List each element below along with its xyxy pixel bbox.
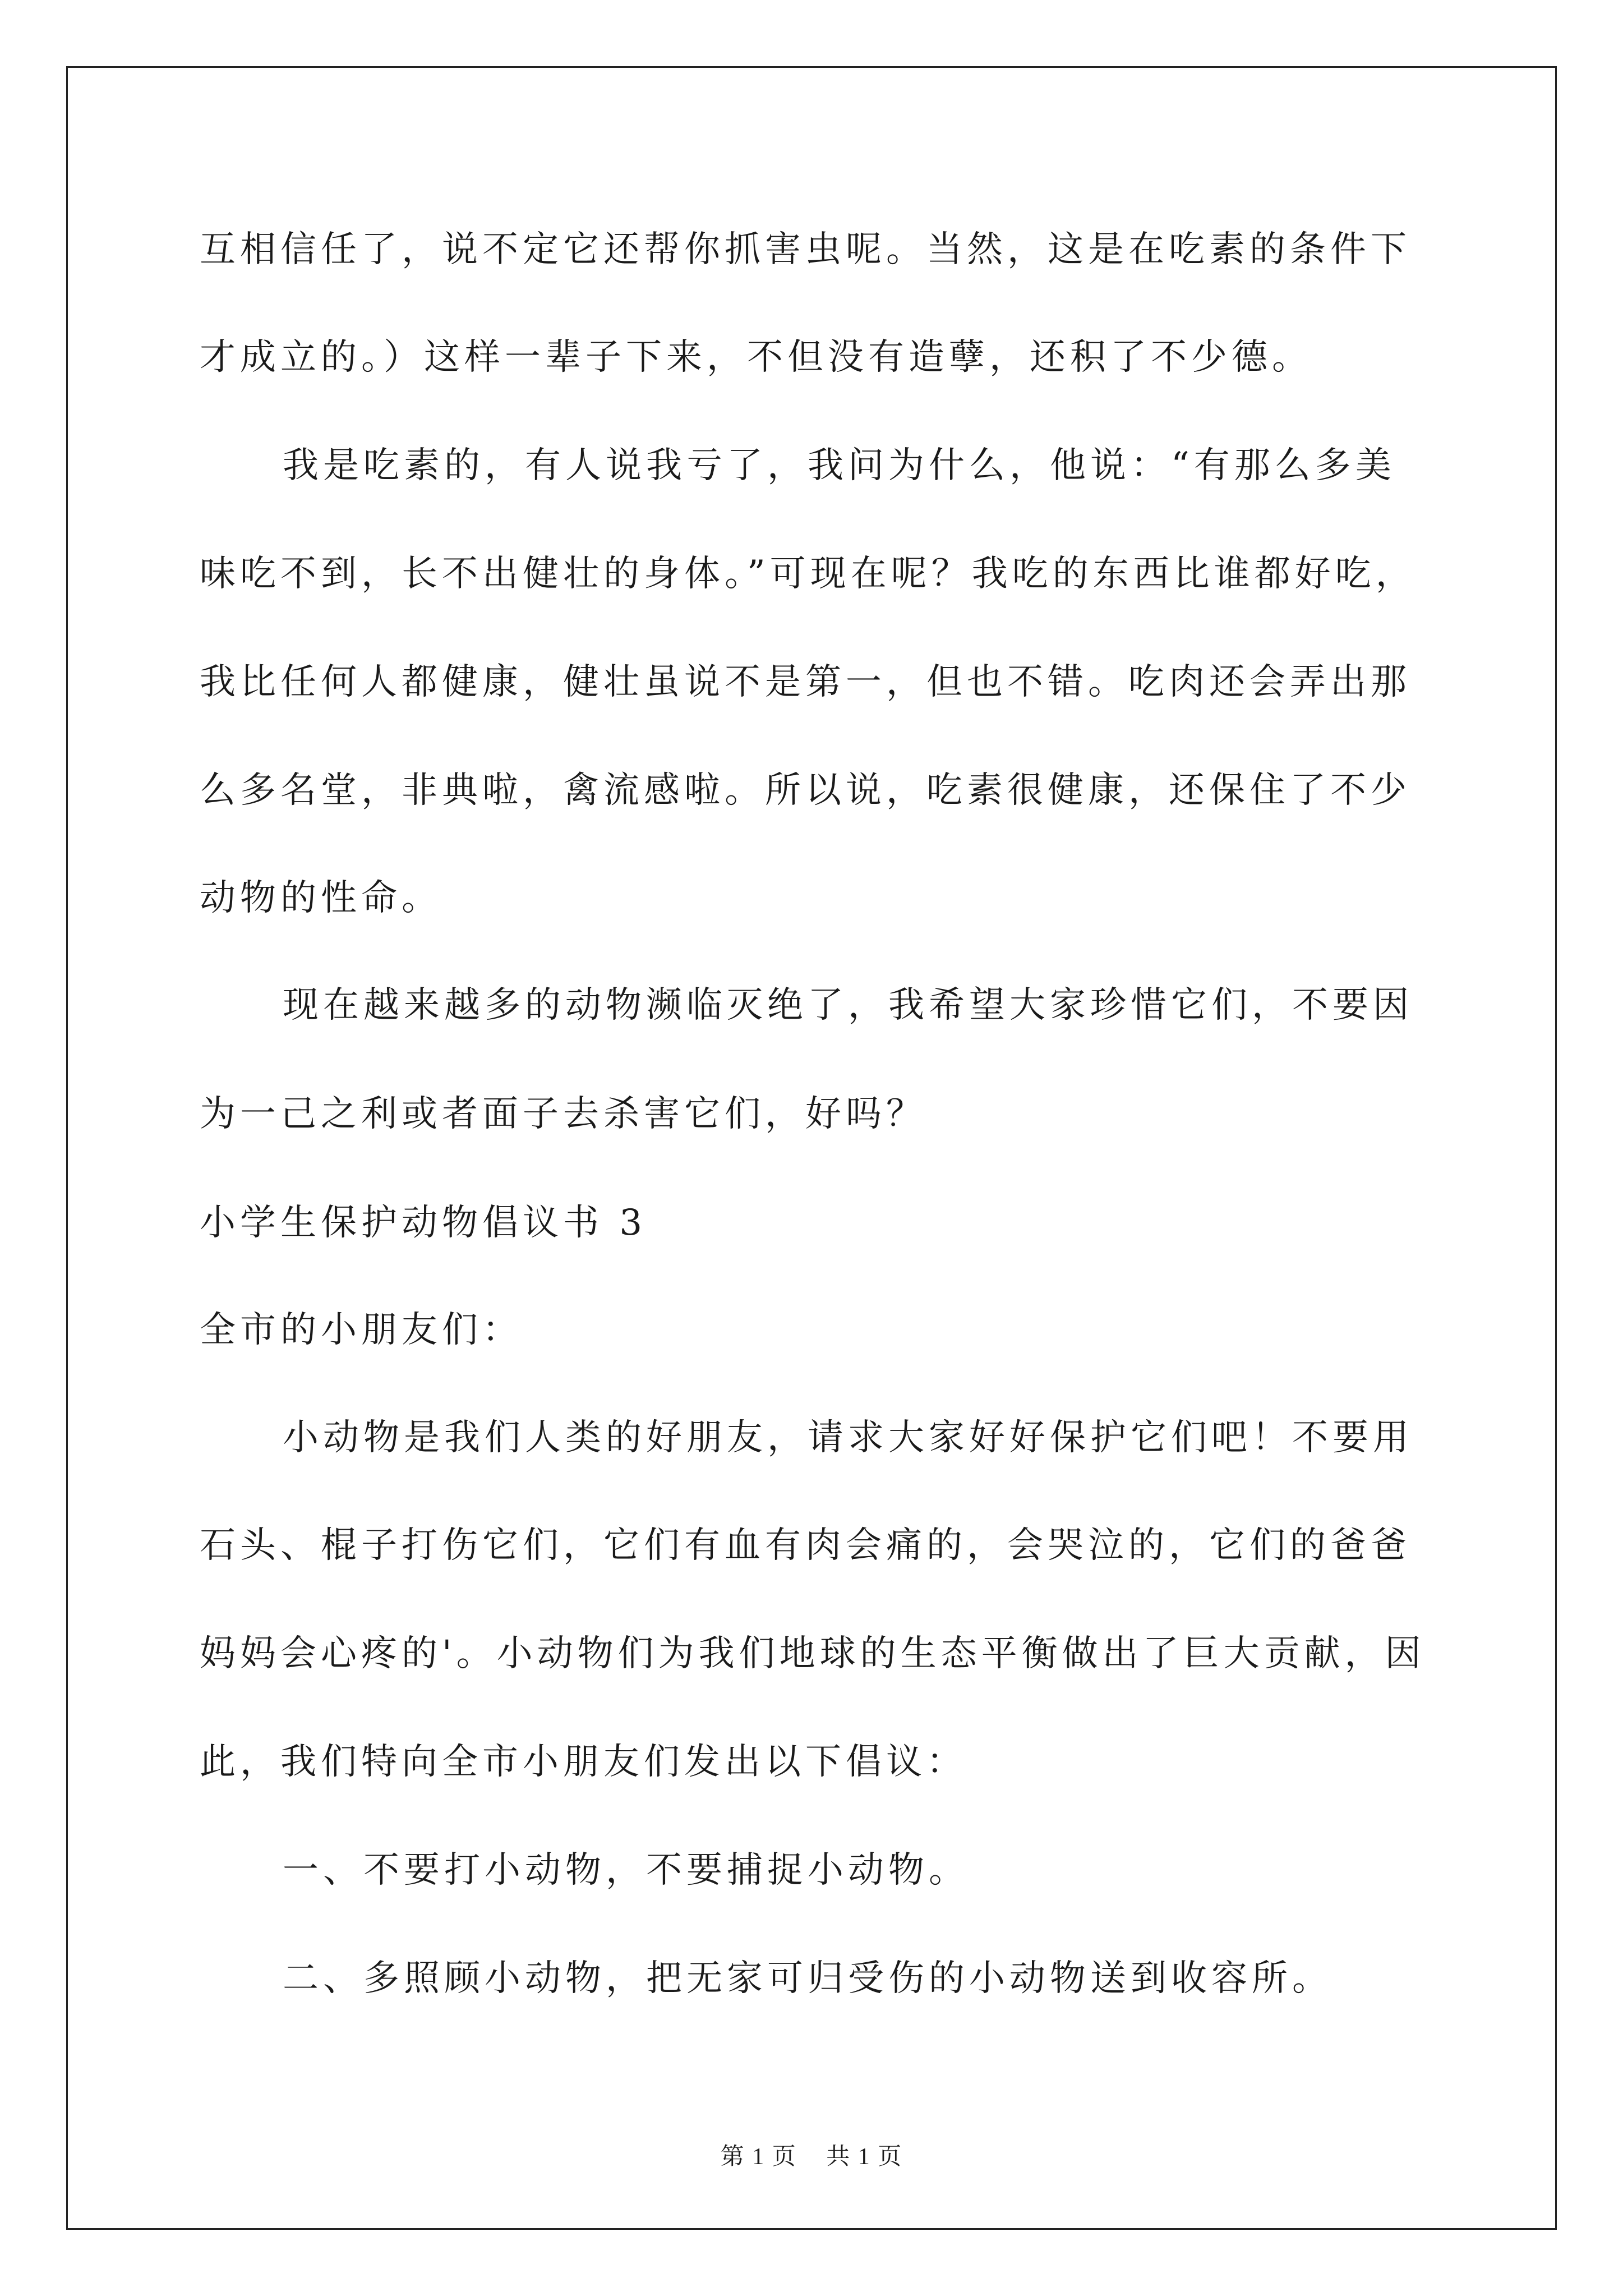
text-line: 此，我们特向全市小朋友们发出以下倡议： (200, 1741, 967, 1783)
text-line: 动物的性命。 (200, 877, 442, 919)
text-line: 石头、棍子打伤它们，它们有血有肉会痛的，会哭泣的，它们的爸爸 (200, 1525, 1411, 1566)
list-item: 一、不要打小动物，不要捕捉小动物。 (283, 1849, 969, 1891)
paragraph-line: 现在越来越多的动物濒临灭绝了，我希望大家珍惜它们，不要因 (283, 984, 1413, 1026)
list-item: 二、多照顾小动物，把无家可归受伤的小动物送到收容所。 (283, 1958, 1332, 1999)
salutation: 全市的小朋友们： (200, 1309, 523, 1351)
page-border (66, 66, 1557, 2230)
text-line: 为一己之利或者面子去杀害它们，好吗？ (200, 1093, 926, 1135)
text-line: 互相信任了，说不定它还帮你抓害虫呢。当然，这是在吃素的条件下 (200, 229, 1411, 270)
page-number: 第 1 页 (720, 2144, 797, 2170)
page-total: 共 1 页 (826, 2144, 903, 2170)
text-line: 么多名堂，非典啦，禽流感啦。所以说，吃素很健康，还保住了不少 (200, 770, 1411, 811)
text-line: 我比任何人都健康，健壮虽说不是第一，但也不错。吃肉还会弄出那 (200, 661, 1411, 703)
section-heading: 小学生保护动物倡议书 3 (200, 1202, 647, 1244)
paragraph-line: 我是吃素的，有人说我亏了，我问为什么，他说：“有那么多美 (283, 445, 1396, 486)
text-line: 味吃不到，长不出健壮的身体。”可现在呢？我吃的东西比谁都好吃， (200, 553, 1416, 595)
text-line: 才成立的。）这样一辈子下来，不但没有造孽，还积了不少德。 (200, 337, 1312, 378)
paragraph-line: 小动物是我们人类的好朋友，请求大家好好保护它们吧！不要用 (283, 1417, 1413, 1458)
page-footer (0, 2140, 1623, 2174)
text-line: 妈妈会心疼的'。小动物们为我们地球的生态平衡做出了巨大贡献，因 (200, 1633, 1426, 1674)
